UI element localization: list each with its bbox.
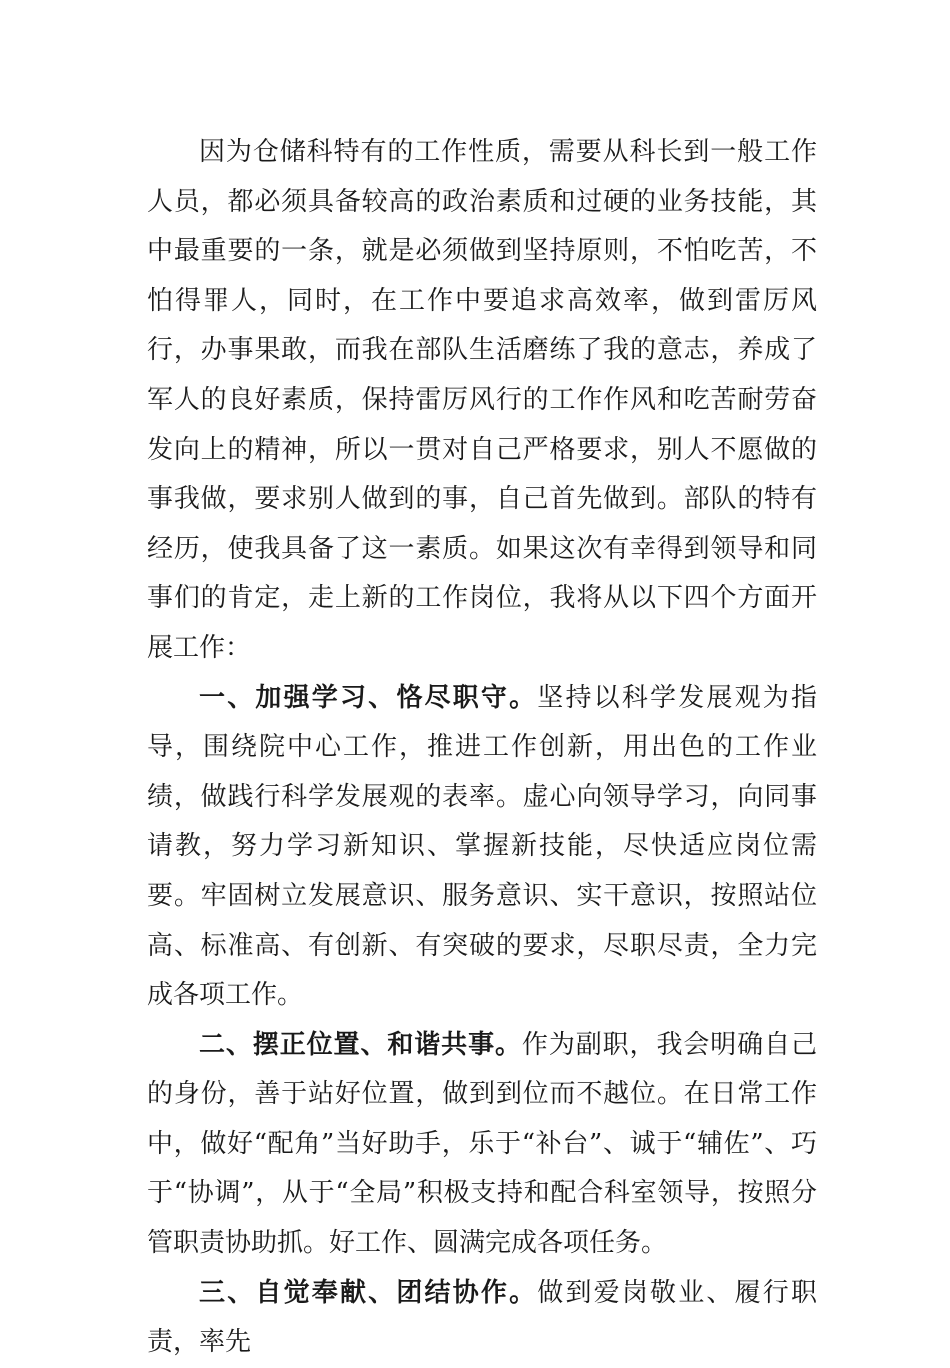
paragraph-intro bbox=[147, 128, 817, 674]
paragraph-lead: 一、加强学习、恪尽职守。 bbox=[199, 682, 538, 713]
paragraph-point-3 bbox=[147, 1269, 817, 1368]
paragraph-point-2 bbox=[147, 1021, 817, 1269]
paragraph-text: 作为副职，我会明确自己的身份，善于站好位置，做到到位而不越位。在日常工作中，做好“配角”当好助手，乐于“补台”、诚于“辅佐”、巧于“协调”，从于“全局”积极支持和配合科室领导，按照分管职责协助抓。好工作、圆满完成各项任务。 bbox=[147, 1029, 817, 1259]
paragraph-text: 坚持以科学发展观为指导，围绕院中心工作，推进工作创新，用出色的工作业绩，做践行科学发展观的表率。虚心向领导学习，向同事请教，努力学习新知识、掌握新技能，尽快适应岗位需要。牢固树立发展意识、服务意识、实干意识，按照站位高、标准高、有创新、有突破的要求，尽职尽责，全力完成各项工作。 bbox=[147, 682, 817, 1011]
paragraph-text: 因为仓储科特有的工作性质，需要从科长到一般工作人员，都必须具备较高的政治素质和过硬的业务技能，其中最重要的一条，就是必须做到坚持原则，不怕吃苦，不怕得罪人，同时，在工作中要追求高效率，做到雷厉风行，办事果敢，而我在部队生活磨练了我的意志，养成了军人的良好素质，保持雷厉风行的工作作风和吃苦耐劳奋发向上的精神，所以一贯对自己严格要求，别人不愿做的事我做，要求别人做到的事，自己首先做到。部队的特有经历，使我具备了这一素质。如果这次有幸得到领导和同事们的肯定，走上新的工作岗位，我将从以下四个方面开展工作： bbox=[147, 137, 817, 663]
paragraph-point-1 bbox=[147, 674, 817, 1021]
paragraph-lead: 二、摆正位置、和谐共事。 bbox=[199, 1029, 522, 1060]
paragraph-lead: 三、自觉奉献、团结协作。 bbox=[199, 1277, 538, 1308]
paragraph-text: 做到爱岗敬业、履行职责，率先 bbox=[147, 1277, 817, 1358]
document-body bbox=[147, 128, 817, 1368]
